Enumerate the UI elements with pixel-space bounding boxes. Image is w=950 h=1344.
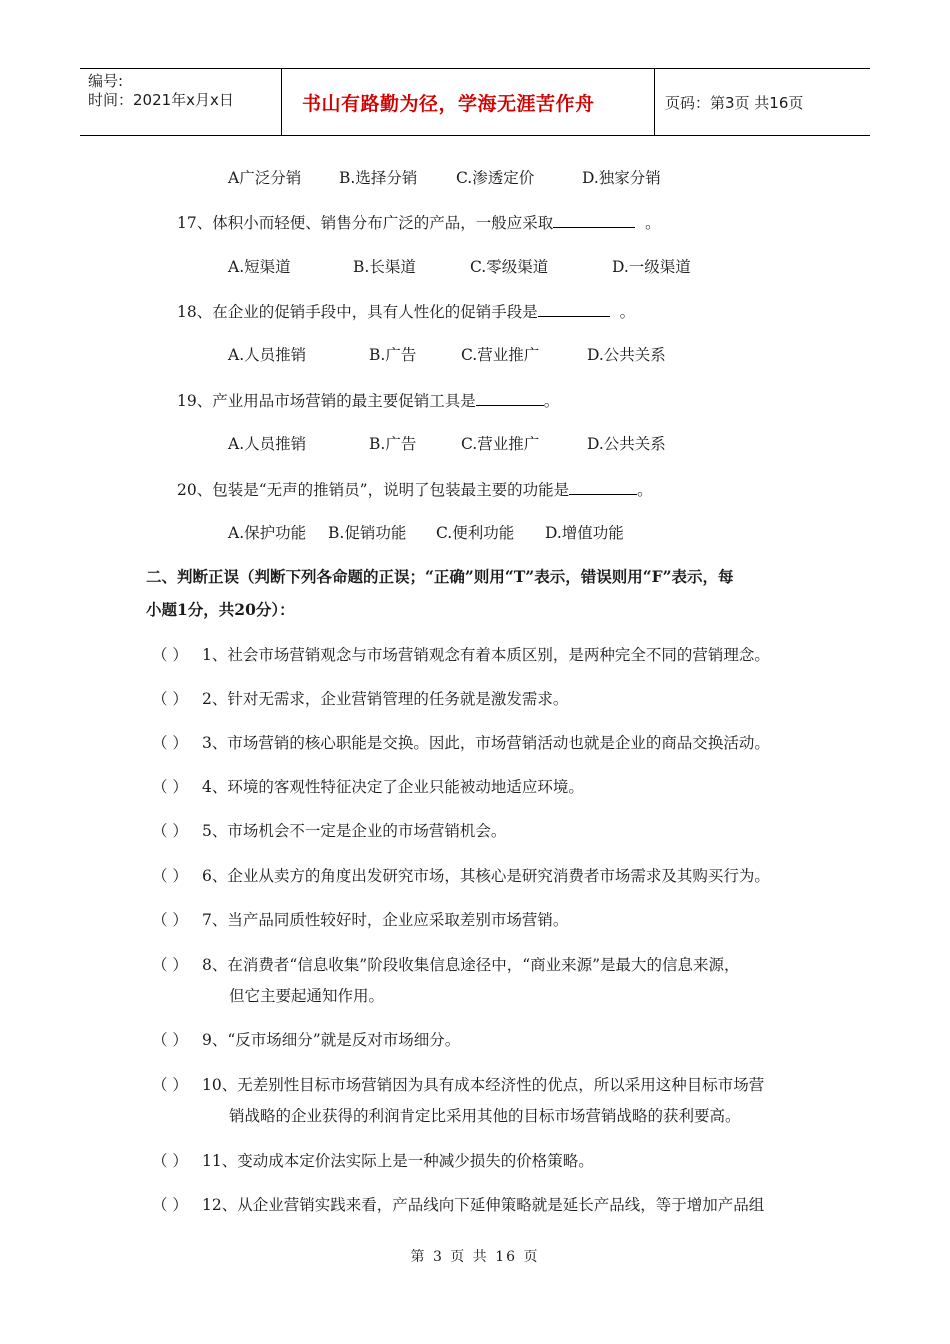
document-time-label: 时间：2021年x月x日 xyxy=(88,91,234,109)
item-text: 8、在消费者“信息收集”阶段收集信息途径中，“商业来源”是最大的信息来源， xyxy=(202,956,740,974)
item-text: 3、市场营销的核心职能是交换。因此，市场营销活动也就是企业的商品交换活动。 xyxy=(202,734,770,752)
header-meta xyxy=(80,69,282,135)
question-text: 17、体积小而轻便、销售分布广泛的产品，一般应采取 xyxy=(177,214,554,232)
q19-option-a: A.人员推销 xyxy=(228,435,307,453)
page-footer: 第 3 页 共 16 页 xyxy=(410,1249,540,1265)
tf-item-10-cont: 销战略的企业获得的利润肯定比采用其他的目标市场营销战略的获利要高。 xyxy=(229,1107,741,1125)
answer-blank xyxy=(553,212,635,228)
question-end: 。 xyxy=(619,303,636,321)
answer-paren: （ ） xyxy=(152,822,188,840)
answer-paren: （ ） xyxy=(152,867,188,885)
question-text: 20、包装是“无声的推销员”，说明了包装最主要的功能是 xyxy=(177,481,570,499)
answer-paren: （ ） xyxy=(152,1031,188,1049)
tf-item-1 xyxy=(152,645,770,665)
tf-item-11 xyxy=(152,1151,594,1171)
q16-option-c: C.渗透定价 xyxy=(456,169,535,187)
q17-option-b: B.长渠道 xyxy=(353,258,416,276)
question-17 xyxy=(177,212,661,233)
question-end: 。 xyxy=(543,392,560,410)
tf-item-6 xyxy=(152,866,770,886)
section-2-title: 二、判断正误（判断下列各命题的正误；“正确”则用“T”表示，错误则用“F”表示，每 xyxy=(146,567,734,586)
answer-paren: （ ） xyxy=(152,911,188,929)
q20-option-d: D.增值功能 xyxy=(545,524,624,542)
answer-paren: （ ） xyxy=(152,778,188,796)
tf-item-3 xyxy=(152,733,770,753)
tf-item-8 xyxy=(152,955,740,975)
item-text: 4、环境的客观性特征决定了企业只能被动地适应环境。 xyxy=(202,778,584,796)
tf-item-2 xyxy=(152,689,568,709)
item-text: 11、变动成本定价法实际上是一种减少损失的价格策略。 xyxy=(202,1152,594,1170)
answer-paren: （ ） xyxy=(152,1152,188,1170)
tf-item-4 xyxy=(152,777,584,797)
item-text: 12、从企业营销实践来看，产品线向下延伸策略就是延长产品线，等于增加产品组 xyxy=(202,1196,765,1214)
section-2-title-cont: 小题1分，共20分）： xyxy=(146,600,295,619)
q16-option-a: A广泛分销 xyxy=(228,169,302,187)
item-text: 7、当产品同质性较好时，企业应采取差别市场营销。 xyxy=(202,911,569,929)
answer-paren: （ ） xyxy=(152,1076,188,1094)
q19-option-d: D.公共关系 xyxy=(587,435,666,453)
header-page-info: 页码：第3页 共16页 xyxy=(665,93,804,112)
q18-option-a: A.人员推销 xyxy=(228,346,307,364)
answer-blank xyxy=(538,301,610,317)
answer-paren: （ ） xyxy=(152,956,188,974)
question-text: 18、在企业的促销手段中，具有人性化的促销手段是 xyxy=(177,303,538,321)
answer-paren: （ ） xyxy=(152,1196,188,1214)
tf-item-7 xyxy=(152,910,568,930)
q17-option-c: C.零级渠道 xyxy=(470,258,549,276)
item-text: 1、社会市场营销观念与市场营销观念有着本质区别，是两种完全不同的营销理念。 xyxy=(202,646,770,664)
item-text: 10、无差别性目标市场营销因为具有成本经济性的优点，所以采用这种目标市场营 xyxy=(202,1076,765,1094)
q19-option-b: B.广告 xyxy=(369,435,417,453)
page-header xyxy=(80,68,870,136)
q20-option-c: C.便利功能 xyxy=(436,524,515,542)
q20-option-a: A.保护功能 xyxy=(228,524,307,542)
tf-item-8-cont: 但它主要起通知作用。 xyxy=(229,987,385,1005)
item-text: 9、“反市场细分”就是反对市场细分。 xyxy=(202,1031,461,1049)
answer-paren: （ ） xyxy=(152,646,188,664)
q18-option-d: D.公共关系 xyxy=(587,346,666,364)
q18-option-b: B.广告 xyxy=(369,346,417,364)
q16-option-d: D.独家分销 xyxy=(582,169,661,187)
question-20 xyxy=(177,479,653,500)
tf-item-10 xyxy=(152,1075,764,1095)
answer-blank xyxy=(569,479,637,495)
question-text: 19、产业用品市场营销的最主要促销工具是 xyxy=(177,392,476,410)
item-text: 5、市场机会不一定是企业的市场营销机会。 xyxy=(202,822,507,840)
item-text: 2、针对无需求，企业营销管理的任务就是激发需求。 xyxy=(202,690,569,708)
q17-option-a: A.短渠道 xyxy=(228,258,291,276)
q19-option-c: C.营业推广 xyxy=(461,435,540,453)
q20-option-b: B.促销功能 xyxy=(328,524,407,542)
question-end: 。 xyxy=(637,481,653,499)
tf-item-9 xyxy=(152,1030,460,1050)
tf-item-5 xyxy=(152,821,506,841)
answer-paren: （ ） xyxy=(152,734,188,752)
document-number-label: 编号: xyxy=(88,72,124,90)
q16-option-b: B.选择分销 xyxy=(339,169,418,187)
question-19 xyxy=(177,390,559,411)
question-end: 。 xyxy=(645,214,661,232)
answer-blank xyxy=(476,390,544,406)
tf-item-12 xyxy=(152,1195,764,1215)
q18-option-c: C.营业推广 xyxy=(461,346,540,364)
question-18 xyxy=(177,301,635,322)
item-text: 6、企业从卖方的角度出发研究市场，其核心是研究消费者市场需求及其购买行为。 xyxy=(202,867,770,885)
answer-paren: （ ） xyxy=(152,690,188,708)
q17-option-d: D.一级渠道 xyxy=(612,258,691,276)
header-motto: 书山有路勤为径，学海无涯苦作舟 xyxy=(282,69,655,135)
